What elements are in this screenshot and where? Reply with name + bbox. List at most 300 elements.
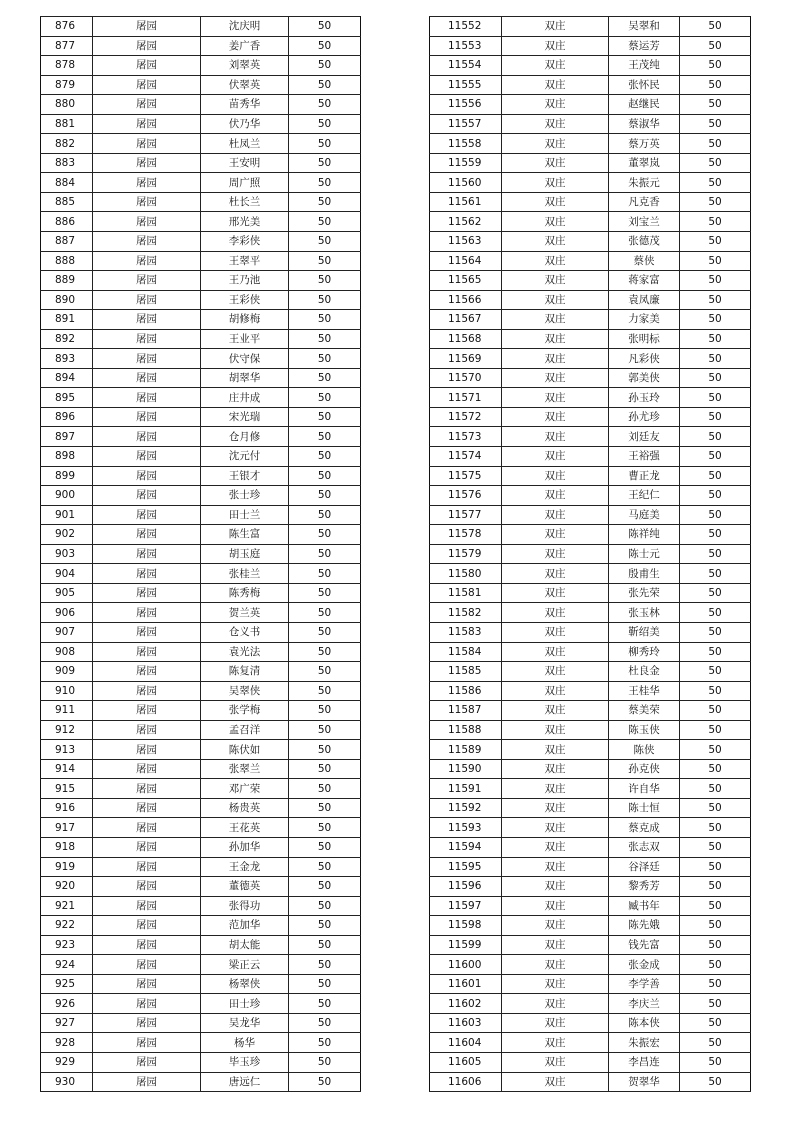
row-number-cell: 11560	[430, 173, 502, 193]
place-cell: 双庄	[502, 525, 609, 545]
amount-cell: 50	[680, 388, 751, 408]
place-cell: 屠园	[93, 290, 201, 310]
row-number-cell: 11597	[430, 896, 502, 916]
row-number-cell: 902	[41, 525, 93, 545]
amount-cell: 50	[289, 251, 361, 271]
right-roster-body	[430, 17, 751, 1092]
place-cell: 双庄	[502, 681, 609, 701]
table-row	[41, 564, 361, 584]
place-cell: 双庄	[502, 916, 609, 936]
place-cell: 屠园	[93, 36, 201, 56]
table-row	[41, 36, 361, 56]
amount-cell: 50	[289, 486, 361, 506]
table-row	[430, 95, 751, 115]
table-row	[430, 56, 751, 76]
amount-cell: 50	[680, 779, 751, 799]
name-cell: 袁凤廉	[609, 290, 680, 310]
name-cell: 谷泽廷	[609, 857, 680, 877]
row-number-cell: 877	[41, 36, 93, 56]
place-cell: 双庄	[502, 837, 609, 857]
row-number-cell: 901	[41, 505, 93, 525]
amount-cell: 50	[680, 525, 751, 545]
place-cell: 双庄	[502, 95, 609, 115]
name-cell: 杜长兰	[201, 192, 289, 212]
name-cell: 孙加华	[201, 837, 289, 857]
amount-cell: 50	[289, 798, 361, 818]
place-cell: 双庄	[502, 486, 609, 506]
table-row	[41, 818, 361, 838]
table-row	[41, 388, 361, 408]
table-row	[41, 56, 361, 76]
place-cell: 双庄	[502, 75, 609, 95]
row-number-cell: 895	[41, 388, 93, 408]
row-number-cell: 900	[41, 486, 93, 506]
place-cell: 双庄	[502, 740, 609, 760]
row-number-cell: 11574	[430, 447, 502, 467]
place-cell: 双庄	[502, 505, 609, 525]
place-cell: 屠园	[93, 329, 201, 349]
place-cell: 屠园	[93, 466, 201, 486]
place-cell: 双庄	[502, 818, 609, 838]
row-number-cell: 11605	[430, 1052, 502, 1072]
place-cell: 双庄	[502, 622, 609, 642]
row-number-cell: 911	[41, 701, 93, 721]
table-row	[430, 114, 751, 134]
name-cell: 伏翠英	[201, 75, 289, 95]
row-number-cell: 11599	[430, 935, 502, 955]
place-cell: 双庄	[502, 877, 609, 897]
name-cell: 唐远仁	[201, 1072, 289, 1092]
name-cell: 毕玉珍	[201, 1052, 289, 1072]
amount-cell: 50	[289, 368, 361, 388]
amount-cell: 50	[289, 232, 361, 252]
name-cell: 吴翠和	[609, 17, 680, 37]
row-number-cell: 903	[41, 544, 93, 564]
row-number-cell: 11570	[430, 368, 502, 388]
amount-cell: 50	[680, 955, 751, 975]
row-number-cell: 894	[41, 368, 93, 388]
place-cell: 屠园	[93, 368, 201, 388]
amount-cell: 50	[680, 740, 751, 760]
place-cell: 屠园	[93, 1052, 201, 1072]
place-cell: 双庄	[502, 603, 609, 623]
place-cell: 屠园	[93, 779, 201, 799]
table-row	[430, 251, 751, 271]
table-row	[41, 114, 361, 134]
place-cell: 屠园	[93, 877, 201, 897]
name-cell: 沈元付	[201, 447, 289, 467]
name-cell: 王桂华	[609, 681, 680, 701]
name-cell: 陈先娥	[609, 916, 680, 936]
amount-cell: 50	[680, 153, 751, 173]
amount-cell: 50	[680, 17, 751, 37]
table-row	[430, 544, 751, 564]
name-cell: 黎秀芳	[609, 877, 680, 897]
table-row	[41, 1033, 361, 1053]
row-number-cell: 11588	[430, 720, 502, 740]
table-row	[430, 173, 751, 193]
row-number-cell: 11575	[430, 466, 502, 486]
amount-cell: 50	[680, 349, 751, 369]
row-number-cell: 11582	[430, 603, 502, 623]
place-cell: 屠园	[93, 349, 201, 369]
name-cell: 董德英	[201, 877, 289, 897]
amount-cell: 50	[680, 505, 751, 525]
table-row	[430, 974, 751, 994]
name-cell: 李学善	[609, 974, 680, 994]
amount-cell: 50	[289, 583, 361, 603]
place-cell: 屠园	[93, 251, 201, 271]
table-row	[41, 251, 361, 271]
amount-cell: 50	[289, 388, 361, 408]
place-cell: 屠园	[93, 818, 201, 838]
amount-cell: 50	[289, 837, 361, 857]
amount-cell: 50	[680, 798, 751, 818]
amount-cell: 50	[289, 17, 361, 37]
table-row	[430, 1052, 751, 1072]
table-row	[430, 388, 751, 408]
row-number-cell: 11586	[430, 681, 502, 701]
amount-cell: 50	[289, 857, 361, 877]
place-cell: 双庄	[502, 974, 609, 994]
amount-cell: 50	[680, 114, 751, 134]
amount-cell: 50	[289, 407, 361, 427]
name-cell: 姜广香	[201, 36, 289, 56]
row-number-cell: 11594	[430, 837, 502, 857]
row-number-cell: 905	[41, 583, 93, 603]
row-number-cell: 886	[41, 212, 93, 232]
table-row	[430, 662, 751, 682]
name-cell: 王裕强	[609, 447, 680, 467]
table-row	[41, 798, 361, 818]
place-cell: 屠园	[93, 153, 201, 173]
row-number-cell: 881	[41, 114, 93, 134]
place-cell: 屠园	[93, 935, 201, 955]
table-row	[430, 36, 751, 56]
row-number-cell: 917	[41, 818, 93, 838]
amount-cell: 50	[289, 525, 361, 545]
amount-cell: 50	[289, 720, 361, 740]
row-number-cell: 11558	[430, 134, 502, 154]
place-cell: 双庄	[502, 701, 609, 721]
amount-cell: 50	[289, 134, 361, 154]
place-cell: 屠园	[93, 525, 201, 545]
table-row	[41, 955, 361, 975]
name-cell: 宋光瑞	[201, 407, 289, 427]
name-cell: 刘翠英	[201, 56, 289, 76]
table-row	[41, 857, 361, 877]
row-number-cell: 11590	[430, 759, 502, 779]
table-row	[430, 271, 751, 291]
place-cell: 屠园	[93, 75, 201, 95]
name-cell: 孙克侠	[609, 759, 680, 779]
table-row	[41, 466, 361, 486]
row-number-cell: 11573	[430, 427, 502, 447]
amount-cell: 50	[680, 544, 751, 564]
name-cell: 张学梅	[201, 701, 289, 721]
row-number-cell: 919	[41, 857, 93, 877]
place-cell: 双庄	[502, 349, 609, 369]
table-row	[430, 720, 751, 740]
amount-cell: 50	[289, 505, 361, 525]
place-cell: 屠园	[93, 662, 201, 682]
name-cell: 杜良金	[609, 662, 680, 682]
place-cell: 双庄	[502, 56, 609, 76]
row-number-cell: 11592	[430, 798, 502, 818]
name-cell: 曹正龙	[609, 466, 680, 486]
table-row	[430, 349, 751, 369]
row-number-cell: 906	[41, 603, 93, 623]
right-roster-table	[429, 16, 751, 1092]
row-number-cell: 909	[41, 662, 93, 682]
place-cell: 双庄	[502, 662, 609, 682]
amount-cell: 50	[680, 662, 751, 682]
amount-cell: 50	[680, 486, 751, 506]
table-row	[430, 427, 751, 447]
row-number-cell: 891	[41, 310, 93, 330]
place-cell: 屠园	[93, 603, 201, 623]
place-cell: 屠园	[93, 114, 201, 134]
table-row	[41, 974, 361, 994]
table-row	[41, 505, 361, 525]
place-cell: 双庄	[502, 564, 609, 584]
amount-cell: 50	[289, 916, 361, 936]
row-number-cell: 921	[41, 896, 93, 916]
table-row	[430, 212, 751, 232]
name-cell: 臧书年	[609, 896, 680, 916]
amount-cell: 50	[289, 1033, 361, 1053]
amount-cell: 50	[289, 153, 361, 173]
table-row	[430, 486, 751, 506]
table-row	[430, 798, 751, 818]
name-cell: 陈士元	[609, 544, 680, 564]
place-cell: 屠园	[93, 486, 201, 506]
amount-cell: 50	[680, 232, 751, 252]
table-row	[430, 701, 751, 721]
row-number-cell: 11598	[430, 916, 502, 936]
amount-cell: 50	[289, 818, 361, 838]
amount-cell: 50	[289, 95, 361, 115]
name-cell: 钱先富	[609, 935, 680, 955]
amount-cell: 50	[289, 564, 361, 584]
row-number-cell: 11556	[430, 95, 502, 115]
row-number-cell: 11553	[430, 36, 502, 56]
name-cell: 胡玉庭	[201, 544, 289, 564]
name-cell: 苗秀华	[201, 95, 289, 115]
amount-cell: 50	[680, 1013, 751, 1033]
row-number-cell: 923	[41, 935, 93, 955]
amount-cell: 50	[289, 779, 361, 799]
name-cell: 贺翠华	[609, 1072, 680, 1092]
table-row	[41, 1072, 361, 1092]
table-row	[430, 935, 751, 955]
row-number-cell: 916	[41, 798, 93, 818]
name-cell: 张先荣	[609, 583, 680, 603]
amount-cell: 50	[680, 36, 751, 56]
table-row	[430, 564, 751, 584]
amount-cell: 50	[680, 192, 751, 212]
amount-cell: 50	[680, 212, 751, 232]
name-cell: 孟召洋	[201, 720, 289, 740]
name-cell: 孙玉玲	[609, 388, 680, 408]
row-number-cell: 11552	[430, 17, 502, 37]
name-cell: 王银才	[201, 466, 289, 486]
place-cell: 屠园	[93, 740, 201, 760]
name-cell: 田士珍	[201, 994, 289, 1014]
table-row	[41, 877, 361, 897]
table-row	[41, 701, 361, 721]
name-cell: 张志双	[609, 837, 680, 857]
place-cell: 屠园	[93, 505, 201, 525]
row-number-cell: 898	[41, 447, 93, 467]
table-row	[430, 310, 751, 330]
amount-cell: 50	[680, 95, 751, 115]
table-row	[41, 916, 361, 936]
row-number-cell: 11604	[430, 1033, 502, 1053]
name-cell: 陈士恒	[609, 798, 680, 818]
name-cell: 凡克香	[609, 192, 680, 212]
table-row	[41, 837, 361, 857]
table-row	[41, 447, 361, 467]
table-row	[430, 916, 751, 936]
table-row	[41, 95, 361, 115]
table-row	[41, 779, 361, 799]
table-row	[430, 368, 751, 388]
place-cell: 双庄	[502, 994, 609, 1014]
row-number-cell: 11595	[430, 857, 502, 877]
place-cell: 双庄	[502, 251, 609, 271]
amount-cell: 50	[289, 173, 361, 193]
place-cell: 双庄	[502, 17, 609, 37]
place-cell: 屠园	[93, 1033, 201, 1053]
place-cell: 屠园	[93, 583, 201, 603]
place-cell: 屠园	[93, 56, 201, 76]
table-row	[430, 134, 751, 154]
row-number-cell: 11568	[430, 329, 502, 349]
amount-cell: 50	[289, 466, 361, 486]
table-row	[41, 935, 361, 955]
table-row	[41, 75, 361, 95]
row-number-cell: 11563	[430, 232, 502, 252]
row-number-cell: 928	[41, 1033, 93, 1053]
row-number-cell: 884	[41, 173, 93, 193]
name-cell: 李昌连	[609, 1052, 680, 1072]
amount-cell: 50	[680, 896, 751, 916]
amount-cell: 50	[680, 837, 751, 857]
amount-cell: 50	[680, 681, 751, 701]
place-cell: 屠园	[93, 447, 201, 467]
row-number-cell: 885	[41, 192, 93, 212]
table-row	[41, 583, 361, 603]
table-row	[41, 525, 361, 545]
name-cell: 杜凤兰	[201, 134, 289, 154]
table-row	[430, 583, 751, 603]
amount-cell: 50	[680, 994, 751, 1014]
row-number-cell: 908	[41, 642, 93, 662]
table-row	[430, 740, 751, 760]
name-cell: 吴龙华	[201, 1013, 289, 1033]
amount-cell: 50	[289, 662, 361, 682]
row-number-cell: 11606	[430, 1072, 502, 1092]
amount-cell: 50	[680, 818, 751, 838]
amount-cell: 50	[289, 1013, 361, 1033]
row-number-cell: 11587	[430, 701, 502, 721]
table-row	[41, 407, 361, 427]
row-number-cell: 11593	[430, 818, 502, 838]
place-cell: 双庄	[502, 857, 609, 877]
row-number-cell: 883	[41, 153, 93, 173]
name-cell: 贺兰英	[201, 603, 289, 623]
place-cell: 屠园	[93, 173, 201, 193]
row-number-cell: 11580	[430, 564, 502, 584]
table-row	[41, 232, 361, 252]
table-row	[41, 486, 361, 506]
row-number-cell: 893	[41, 349, 93, 369]
row-number-cell: 11577	[430, 505, 502, 525]
table-row	[41, 994, 361, 1014]
name-cell: 马庭美	[609, 505, 680, 525]
name-cell: 郭美侠	[609, 368, 680, 388]
table-row	[41, 896, 361, 916]
place-cell: 屠园	[93, 232, 201, 252]
row-number-cell: 11562	[430, 212, 502, 232]
name-cell: 蔡侠	[609, 251, 680, 271]
row-number-cell: 11571	[430, 388, 502, 408]
row-number-cell: 11567	[430, 310, 502, 330]
table-row	[41, 271, 361, 291]
table-row	[41, 173, 361, 193]
left-roster-body	[41, 17, 361, 1092]
place-cell: 屠园	[93, 759, 201, 779]
name-cell: 赵继民	[609, 95, 680, 115]
row-number-cell: 878	[41, 56, 93, 76]
row-number-cell: 11591	[430, 779, 502, 799]
table-row	[41, 329, 361, 349]
amount-cell: 50	[289, 310, 361, 330]
row-number-cell: 889	[41, 271, 93, 291]
row-number-cell: 904	[41, 564, 93, 584]
name-cell: 蔡淑华	[609, 114, 680, 134]
place-cell: 双庄	[502, 173, 609, 193]
name-cell: 胡太能	[201, 935, 289, 955]
name-cell: 李庆兰	[609, 994, 680, 1014]
row-number-cell: 926	[41, 994, 93, 1014]
amount-cell: 50	[680, 720, 751, 740]
amount-cell: 50	[289, 622, 361, 642]
table-row	[41, 153, 361, 173]
name-cell: 杨贵英	[201, 798, 289, 818]
row-number-cell: 897	[41, 427, 93, 447]
row-number-cell: 11583	[430, 622, 502, 642]
place-cell: 双庄	[502, 192, 609, 212]
table-row	[41, 290, 361, 310]
name-cell: 陈祥纯	[609, 525, 680, 545]
place-cell: 双庄	[502, 329, 609, 349]
place-cell: 双庄	[502, 955, 609, 975]
place-cell: 屠园	[93, 974, 201, 994]
place-cell: 双庄	[502, 466, 609, 486]
table-row	[430, 192, 751, 212]
name-cell: 蔡万英	[609, 134, 680, 154]
row-number-cell: 11589	[430, 740, 502, 760]
place-cell: 屠园	[93, 212, 201, 232]
amount-cell: 50	[680, 1052, 751, 1072]
table-row	[430, 837, 751, 857]
table-row	[430, 1072, 751, 1092]
name-cell: 伏守保	[201, 349, 289, 369]
amount-cell: 50	[680, 427, 751, 447]
place-cell: 双庄	[502, 134, 609, 154]
